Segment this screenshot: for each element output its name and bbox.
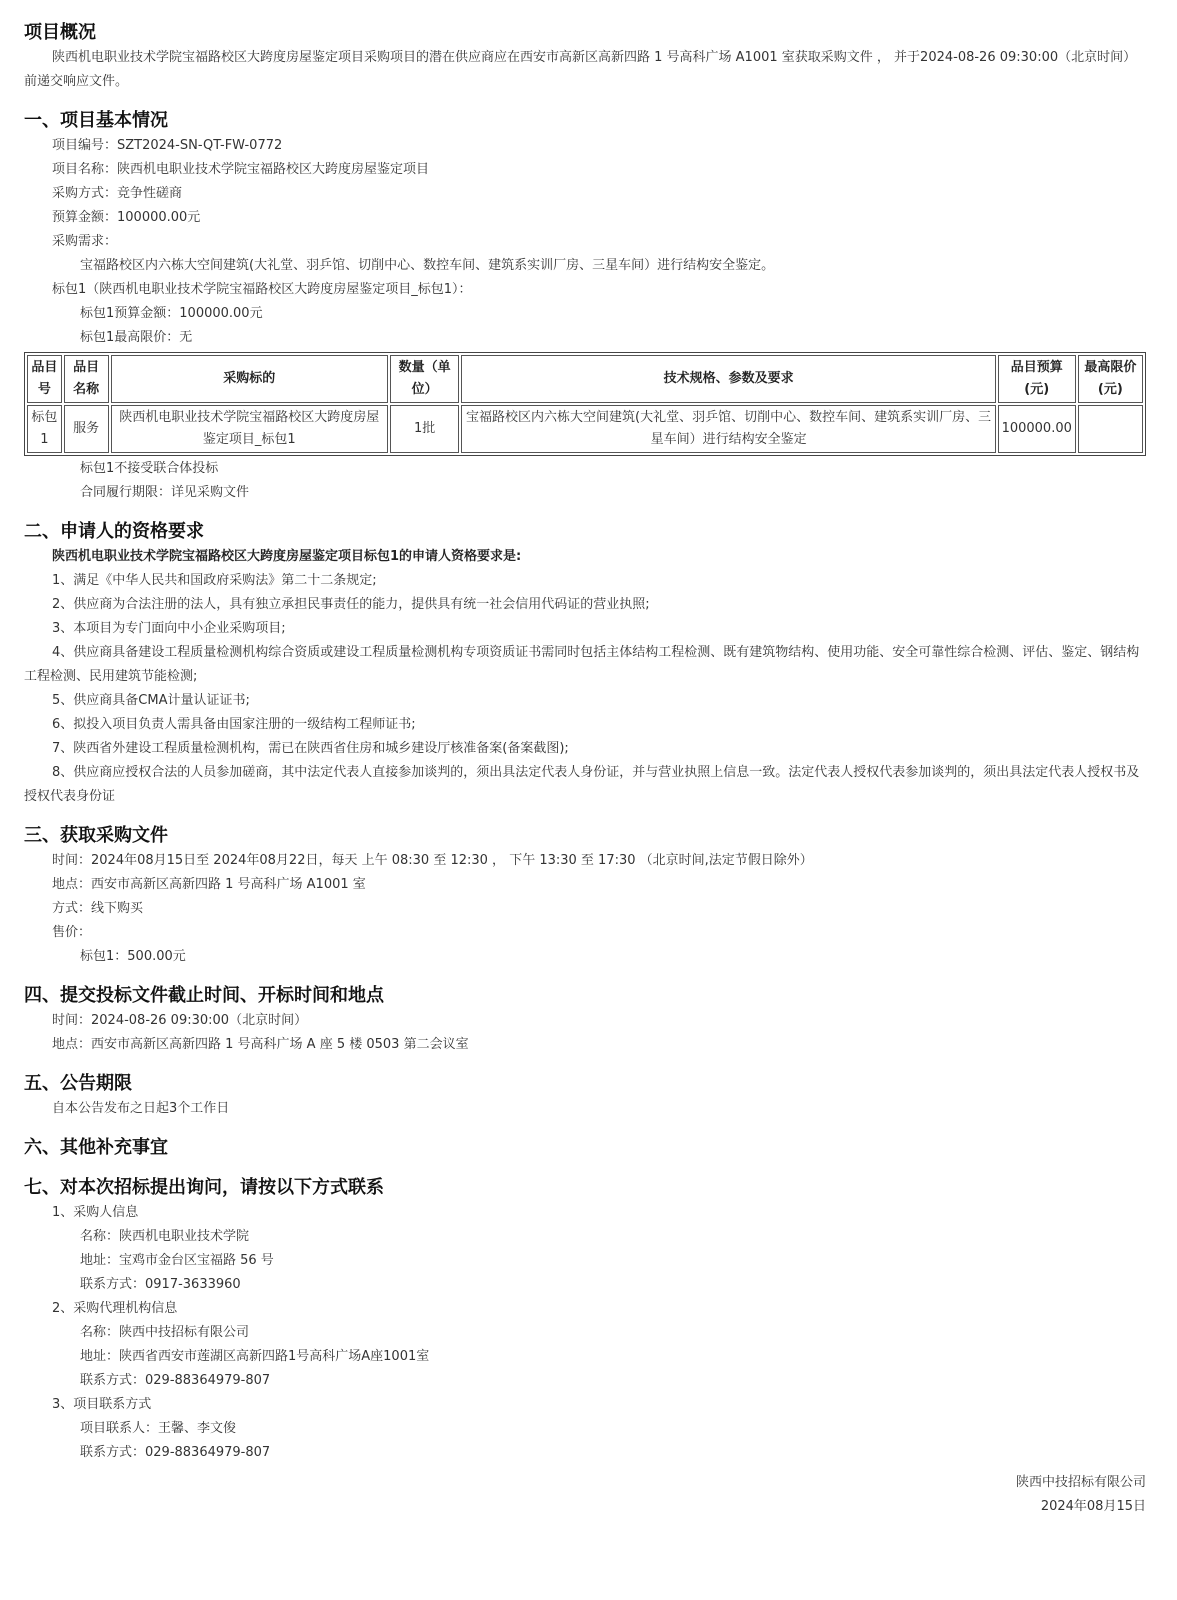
overview-text: 陕西机电职业技术学院宝福路校区大跨度房屋鉴定项目采购项目的潜在供应商应在西安市高新区高新四路 1 号高科广场 A1001 室获取采购文件 ， 并于2024-08-26 09:30:00（北京时间）前递交响应文件。: [24, 50, 1137, 89]
table-header-cell: 技术规格、参数及要求: [461, 355, 995, 403]
table-cell: 标包1: [27, 405, 62, 453]
project-contact-phone: 联系方式：029-88364979-807: [80, 1445, 271, 1460]
price-value: 标包1：500.00元: [80, 949, 186, 964]
buyer-name: 名称：陕西机电职业技术学院: [80, 1229, 250, 1244]
section-deadline-title: 四、提交投标文件截止时间、开标时间和地点: [24, 985, 384, 1006]
price-label: 售价：: [52, 925, 92, 940]
obtain-time: 时间：2024年08月15日至 2024年08月22日，每天 上午 08:30 至 12:30 ， 下午 13:30 至 17:30 （北京时间,法定节假日除外）: [52, 853, 813, 868]
requirement-text: 宝福路校区内六栋大空间建筑(大礼堂、羽乒馆、切削中心、数控车间、建筑系实训厂房、三星车间）进行结构安全鉴定。: [80, 258, 775, 273]
table-header-row: [27, 355, 1143, 403]
table-header-cell: 品目号: [27, 355, 62, 403]
lot-table: [24, 352, 1146, 456]
project-contact-person: 项目联系人：王馨、李文俊: [80, 1421, 237, 1436]
deadline-time: 时间：2024-08-26 09:30:00（北京时间）: [52, 1013, 308, 1028]
budget-amount: 预算金额：100000.00元: [52, 210, 201, 225]
buyer-info-title: 1、采购人信息: [52, 1205, 139, 1220]
qualification-item: 8、供应商应授权合法的人员参加磋商，其中法定代表人直接参加谈判的，须出具法定代表人身份证，并与营业执照上信息一致。法定代表人授权代表参加谈判的，须出具法定代表人授权书及授权代表身份证: [24, 765, 1140, 804]
obtain-way: 方式：线下购买: [52, 901, 144, 916]
requirement-label: 采购需求：: [52, 234, 118, 249]
agent-info-title: 2、采购代理机构信息: [52, 1301, 178, 1316]
qualification-item: 7、陕西省外建设工程质量检测机构，需已在陕西省住房和城乡建设厅核准备案(备案截图);: [52, 741, 569, 756]
table-cell: 100000.00: [998, 405, 1076, 453]
table-cell: [1078, 405, 1143, 453]
buyer-contact: 联系方式：0917-3633960: [80, 1277, 241, 1292]
announcement-document: [24, 20, 1146, 1519]
qualification-item: 5、供应商具备CMA计量认证证书;: [52, 693, 250, 708]
project-name: 项目名称：陕西机电职业技术学院宝福路校区大跨度房屋鉴定项目: [52, 162, 430, 177]
table-cell: 陕西机电职业技术学院宝福路校区大跨度房屋鉴定项目_标包1: [111, 405, 388, 453]
qualification-item: 4、供应商具备建设工程质量检测机构综合资质或建设工程质量检测机构专项资质证书需同时包括主体结构工程检测、既有建筑物结构、使用功能、安全可靠性综合检测、评估、鉴定、钢结构工程检测、民用建筑节能检测;: [24, 645, 1140, 684]
footer-company: 陕西中技招标有限公司: [1015, 1475, 1146, 1490]
table-header-cell: 品目预算(元): [998, 355, 1076, 403]
project-number: 项目编号：SZT2024-SN-QT-FW-0772: [52, 138, 283, 153]
procurement-method: 采购方式：竞争性磋商: [52, 186, 183, 201]
qualification-item: 2、供应商为合法注册的法人，具有独立承担民事责任的能力，提供具有统一社会信用代码证的营业执照;: [52, 597, 650, 612]
footer-date: 2024年08月15日: [1040, 1499, 1146, 1514]
qualification-subtitle: 陕西机电职业技术学院宝福路校区大跨度房屋鉴定项目标包1的申请人资格要求是:: [52, 549, 522, 564]
obtain-place: 地点：西安市高新区高新四路 1 号高科广场 A1001 室: [52, 877, 366, 892]
section-contact-title: 七、对本次招标提出询问，请按以下方式联系: [24, 1177, 384, 1198]
qualification-item: 3、本项目为专门面向中小企业采购项目;: [52, 621, 286, 636]
contract-period: 合同履行期限：详见采购文件: [80, 485, 250, 500]
table-header-cell: 最高限价(元): [1078, 355, 1143, 403]
project-contact-title: 3、项目联系方式: [52, 1397, 152, 1412]
section-other-matters-title: 六、其他补充事宜: [24, 1137, 168, 1158]
table-cell: 服务: [64, 405, 109, 453]
table-header-cell: 采购标的: [111, 355, 388, 403]
lot-title: 标包1（陕西机电职业技术学院宝福路校区大跨度房屋鉴定项目_标包1）：: [52, 282, 472, 297]
table-cell: 宝福路校区内六栋大空间建筑(大礼堂、羽乒馆、切削中心、数控车间、建筑系实训厂房、三星车间）进行结构安全鉴定: [461, 405, 995, 453]
agent-name: 名称：陕西中技招标有限公司: [80, 1325, 250, 1340]
no-consortium-note: 标包1不接受联合体投标: [80, 461, 219, 476]
section-basic-info-title: 一、项目基本情况: [24, 110, 168, 131]
buyer-address: 地址：宝鸡市金台区宝福路 56 号: [80, 1253, 274, 1268]
lot-budget: 标包1预算金额：100000.00元: [80, 306, 263, 321]
table-header-cell: 数量（单位）: [390, 355, 459, 403]
lot-max-price: 标包1最高限价：无: [80, 330, 193, 345]
table-row: [27, 405, 1143, 453]
overview-title: 项目概况: [24, 22, 96, 43]
agent-contact: 联系方式：029-88364979-807: [80, 1373, 271, 1388]
agent-address: 地址：陕西省西安市莲湖区高新四路1号高科广场A座1001室: [80, 1349, 430, 1364]
section-obtain-docs-title: 三、获取采购文件: [24, 825, 168, 846]
qualification-item: 1、满足《中华人民共和国政府采购法》第二十二条规定;: [52, 573, 377, 588]
table-header-cell: 品目名称: [64, 355, 109, 403]
section-qualification-title: 二、申请人的资格要求: [24, 521, 204, 542]
qualification-item: 6、拟投入项目负责人需具备由国家注册的一级结构工程师证书;: [52, 717, 416, 732]
section-notice-period-title: 五、公告期限: [24, 1073, 132, 1094]
table-cell: 1批: [390, 405, 459, 453]
deadline-place: 地点：西安市高新区高新四路 1 号高科广场 A 座 5 楼 0503 第二会议室: [52, 1037, 469, 1052]
notice-period-text: 自本公告发布之日起3个工作日: [52, 1101, 230, 1116]
